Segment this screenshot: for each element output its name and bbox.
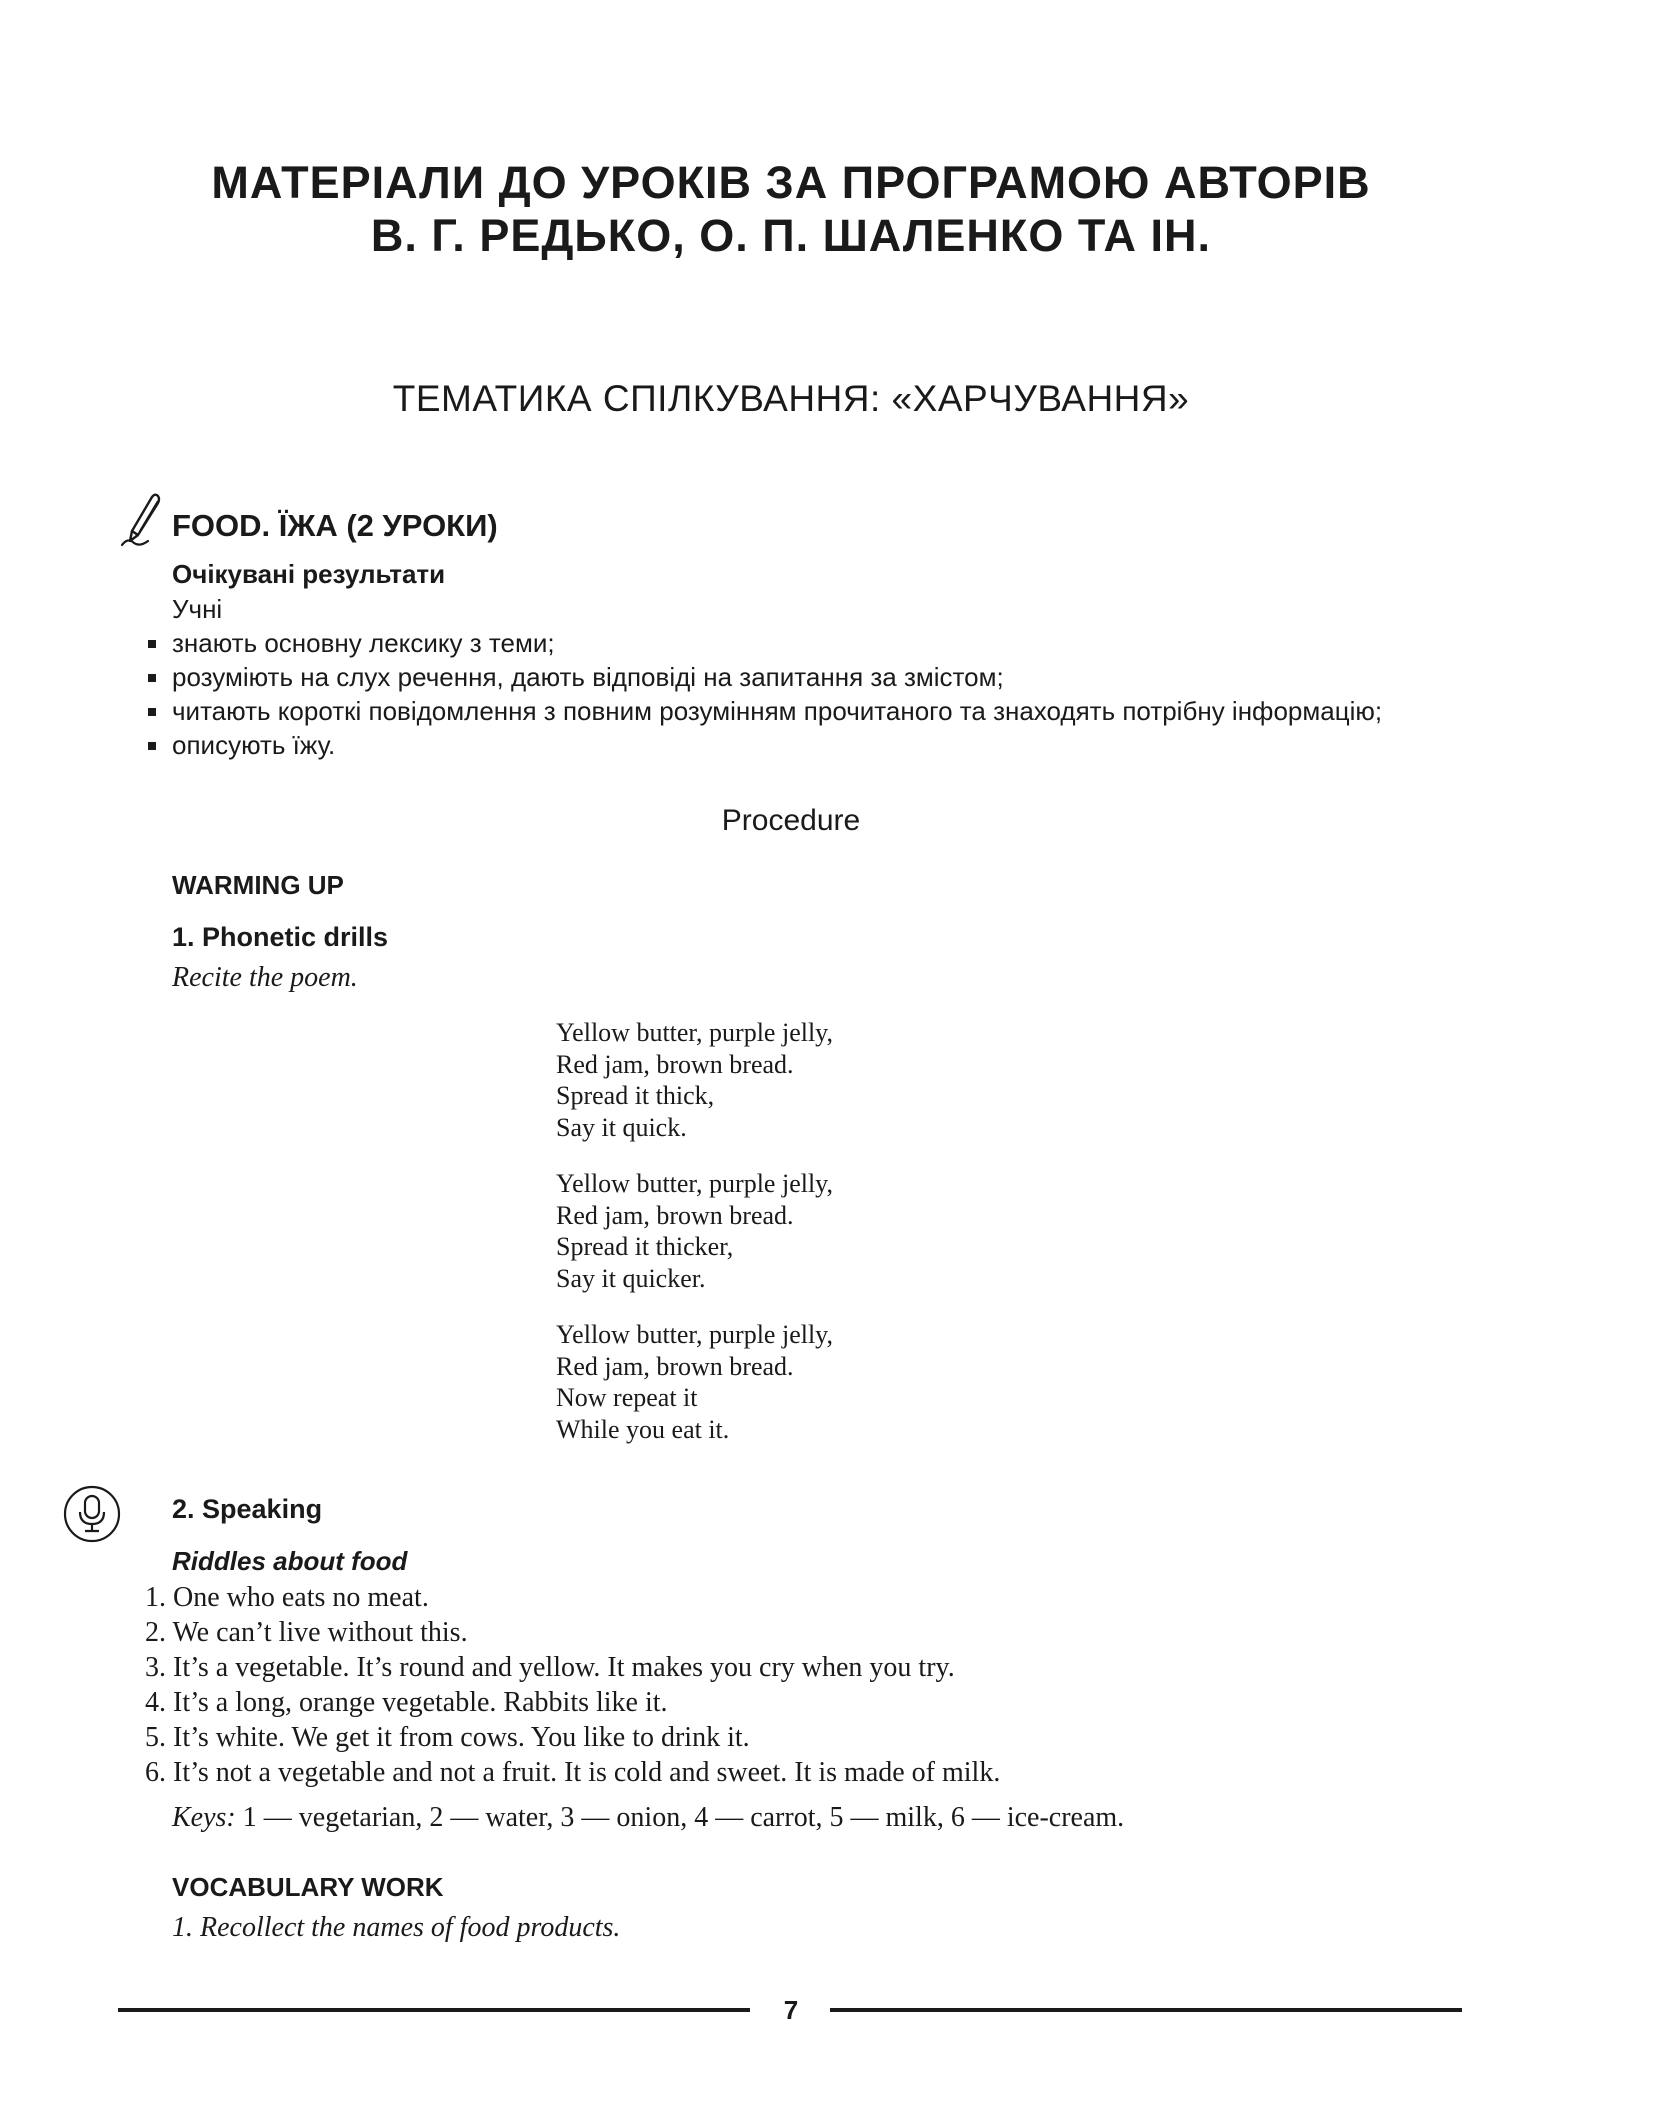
poem-line: Yellow butter, purple jelly, [556,1018,833,1047]
riddle-number: 3. [145,1652,166,1683]
footer-rule-left [118,2008,750,2012]
bullet-icon [148,742,156,750]
poem-line: Red jam, brown bread. [556,1050,794,1079]
page-title-line2: В. Г. РЕДЬКО, О. П. ШАЛЕНКО ТА ІН. [370,210,1212,261]
pen-icon [118,487,180,549]
riddle-number: 4. [145,1687,166,1718]
riddle-item [130,1689,668,1717]
riddle-text: It’s a long, orange vegetable. Rabbits like it. [173,1687,668,1718]
poem-line: Red jam, brown bread. [556,1352,794,1381]
riddle-number: 2. [145,1617,166,1648]
riddle-item [130,1724,750,1752]
poem-line: While you eat it. [556,1415,730,1444]
riddle-text: We can’t live without this. [172,1617,468,1648]
page-number: 7 [783,1995,799,2025]
vocabulary-heading: VOCABULARY WORK [172,1872,444,1902]
phonetic-drills-title: 1. Phonetic drills [172,922,389,952]
microphone-icon [62,1484,122,1544]
riddle-item [130,1654,955,1682]
outcome-item: розуміють на слух речення, дають відповіді на запитання за змістом; [172,662,1004,692]
riddle-number: 5. [145,1722,166,1753]
poem-line: Spread it thicker, [556,1232,734,1261]
riddle-text: One who eats no meat. [173,1582,429,1613]
drill-instruction: Recite the poem. [172,962,358,993]
keys-text: 1 — vegetarian, 2 — water, 3 — onion, 4 — carrot, 5 — milk, 6 — ice-cream. [235,1802,1125,1833]
poem-line: Red jam, brown bread. [556,1201,794,1230]
poem-line: Yellow butter, purple jelly, [556,1320,833,1349]
keys-label: Keys: [172,1802,236,1833]
poem-line: Spread it thick, [556,1081,715,1110]
footer-rule-right [830,2008,1462,2012]
riddle-text: It’s white. We get it from cows. You like to drink it. [173,1722,750,1753]
riddle-text: It’s not a vegetable and not a fruit. It is cold and sweet. It is made of milk. [173,1757,1001,1788]
poem-line: Say it quicker. [556,1264,706,1293]
warming-up-heading: WARMING UP [172,870,344,900]
poem-line: Now repeat it [556,1383,698,1412]
riddle-keys [172,1804,1124,1832]
bullet-icon [148,640,156,648]
bullet-icon [148,708,156,716]
vocabulary-instruction: 1. Recollect the names of food products. [172,1912,621,1943]
poem-line: Say it quick. [556,1113,687,1142]
outcome-item: описують їжу. [172,730,336,760]
procedure-heading: Procedure [721,804,861,837]
topic-title: ТЕМАТИКА СПІЛКУВАННЯ: «ХАРЧУВАННЯ» [392,378,1190,419]
speaking-heading: 2. Speaking [172,1494,323,1524]
lesson-heading: FOOD. ЇЖА (2 УРОКИ) [172,508,498,543]
expected-results-heading: Очікувані результати [172,559,446,589]
riddle-item [130,1759,1000,1787]
riddle-text: It’s a vegetable. It’s round and yellow. It makes you cry when you try. [173,1652,955,1683]
riddle-item [130,1619,468,1647]
riddle-number: 6. [145,1757,166,1788]
riddles-subheading: Riddles about food [172,1546,408,1576]
outcome-item: знають основну лексику з теми; [172,628,555,658]
bullet-icon [148,674,156,682]
riddle-item [130,1584,429,1612]
outcome-item: читають короткі повідомлення з повним розумінням прочитаного та знаходять потрібну інформацію; [172,696,1383,726]
riddle-number: 1. [145,1582,166,1613]
students-label: Учні [172,594,223,624]
poem-line: Yellow butter, purple jelly, [556,1169,833,1198]
page-title-line1: МАТЕРІАЛИ ДО УРОКІВ ЗА ПРОГРАМОЮ АВТОРІВ [211,157,1371,208]
